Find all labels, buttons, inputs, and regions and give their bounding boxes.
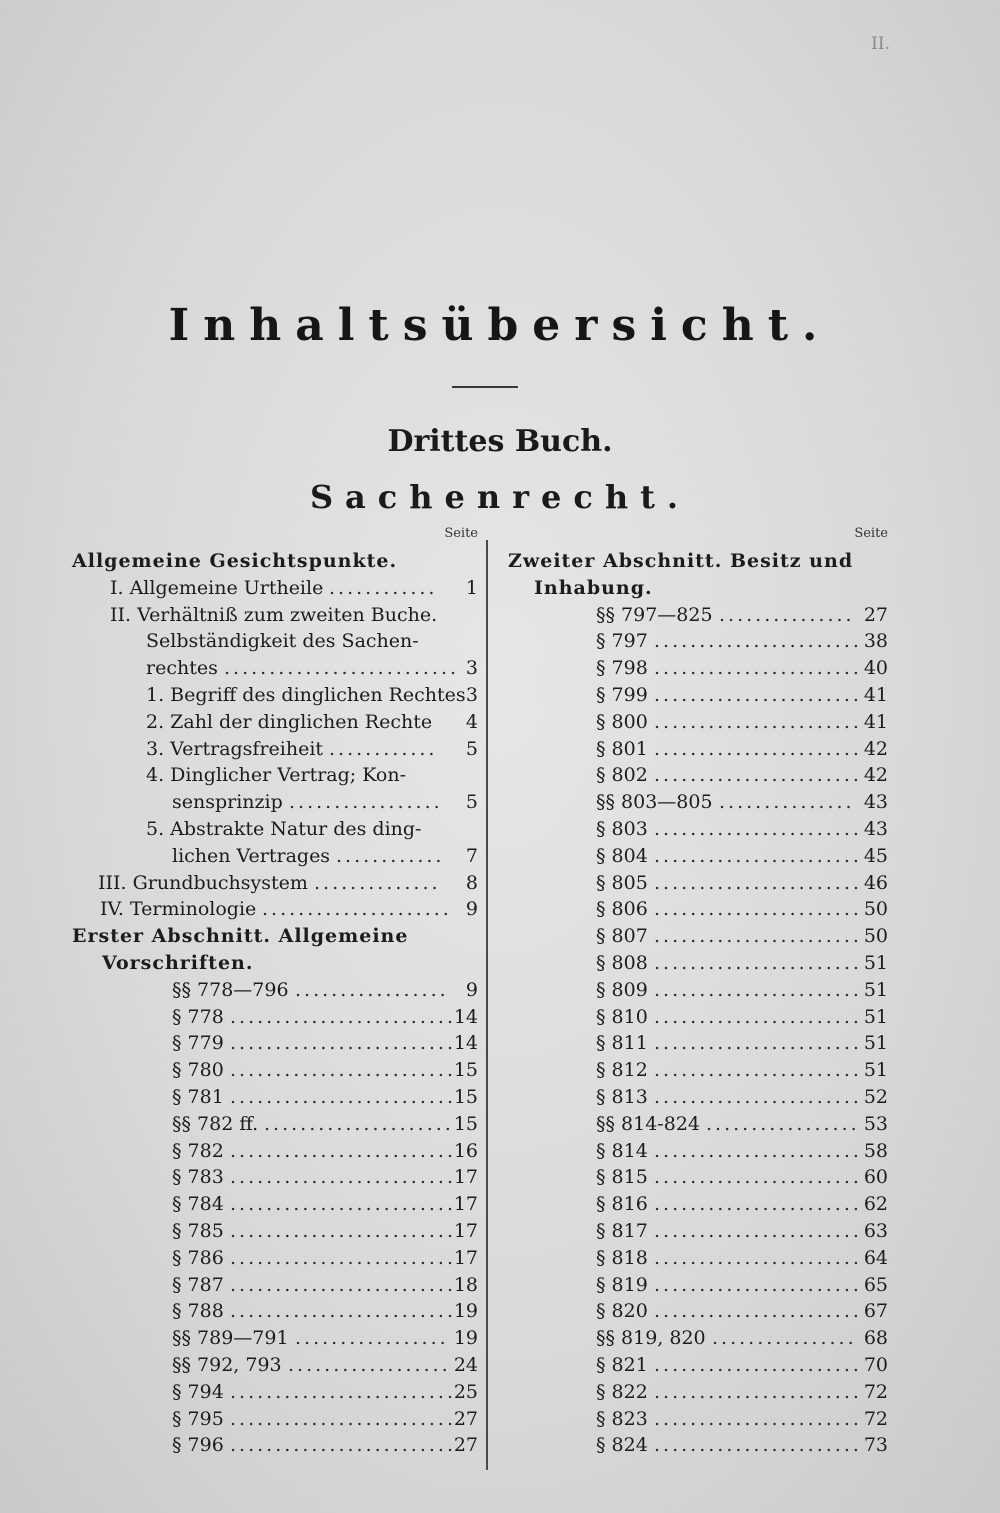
toc-entry: [72, 1352, 478, 1379]
dot-leader: .......................: [654, 657, 862, 680]
dot-leader: .......................: [654, 1166, 862, 1189]
toc-page-number: 50: [863, 925, 888, 948]
dot-leader: .........................: [230, 1059, 456, 1082]
toc-entry-label: § 811: [596, 1032, 648, 1055]
toc-entry-label: Selbständigkeit des Sachen-: [146, 630, 419, 653]
toc-page-number: 40: [863, 657, 888, 680]
toc-entry: [72, 896, 478, 923]
toc-entry-label: II. Verhältniß zum zweiten Buche.: [110, 603, 438, 626]
toc-entry-label: § 818: [596, 1246, 648, 1269]
toc-entry: [72, 1138, 478, 1165]
toc-entry-label: § 782: [172, 1139, 224, 1162]
subject-heading: Sachenrecht.: [309, 478, 691, 516]
toc-left-list: [72, 548, 478, 1459]
toc-entry: [508, 1325, 888, 1352]
toc-page-number: 15: [453, 1085, 478, 1108]
toc-entry: [72, 923, 478, 950]
toc-entry: [508, 923, 888, 950]
toc-page-number: 51: [863, 978, 888, 1001]
dot-leader: ...............: [719, 791, 855, 814]
toc-entry: [72, 1191, 478, 1218]
toc-entry: [72, 870, 478, 897]
toc-page-number: 50: [863, 898, 888, 921]
toc-entry: [72, 628, 478, 655]
toc-page-number: 18: [453, 1273, 478, 1296]
toc-entry: [72, 1298, 478, 1325]
toc-entry: [72, 762, 478, 789]
dot-leader: .......................: [654, 844, 862, 867]
dot-leader: .......................: [654, 817, 862, 840]
page-title: Inhaltsübersicht.: [168, 300, 832, 351]
toc-entry: [508, 816, 888, 843]
toc-page-number: 52: [863, 1085, 888, 1108]
dot-leader: .......................: [654, 1193, 862, 1216]
toc-page-number: 17: [453, 1246, 478, 1269]
toc-entry: [72, 1057, 478, 1084]
dot-leader: .....................: [264, 1112, 454, 1135]
toc-entry-label: § 801: [596, 737, 648, 760]
column-divider: [486, 540, 488, 1470]
toc-page-number: 60: [863, 1166, 888, 1189]
toc-entry-label: § 780: [172, 1059, 224, 1082]
toc-right-column: [508, 526, 888, 1459]
dot-leader: .......................: [654, 978, 862, 1001]
toc-page-number: 70: [863, 1353, 888, 1376]
toc-entry-label: § 814: [596, 1139, 648, 1162]
toc-entry: [508, 1272, 888, 1299]
toc-entry-label: § 805: [596, 871, 648, 894]
toc-entry-label: § 796: [172, 1434, 224, 1457]
toc-page-number: 68: [863, 1327, 888, 1350]
toc-entry-label: §§ 778—796: [172, 978, 289, 1001]
toc-page-number: 72: [863, 1407, 888, 1430]
toc-entry-label: 3. Vertragsfreiheit: [146, 737, 324, 760]
toc-entry: [72, 1406, 478, 1433]
page-column-header: Seite: [854, 526, 888, 541]
toc-entry: [508, 575, 888, 602]
toc-entry: [508, 762, 888, 789]
page-column-header: Seite: [444, 526, 478, 541]
dot-leader: .................: [295, 978, 449, 1001]
toc-entry-label: § 798: [596, 657, 648, 680]
toc-entry: [72, 655, 478, 682]
dot-leader: ............: [336, 844, 445, 867]
dot-leader: .........................: [230, 1166, 456, 1189]
dot-leader: .................: [706, 1112, 860, 1135]
dot-leader: .......................: [654, 1219, 862, 1242]
toc-entry-label: § 824: [596, 1434, 648, 1457]
title-rule: [452, 386, 518, 388]
toc-page-number: 58: [863, 1139, 888, 1162]
toc-entry: [508, 789, 888, 816]
toc-entry-label: § 821: [596, 1353, 648, 1376]
dot-leader: ...............: [719, 603, 855, 626]
dot-leader: .......................: [654, 1246, 862, 1269]
toc-page-number: 27: [863, 603, 888, 626]
toc-entry-label: § 786: [172, 1246, 224, 1269]
toc-entry-label: Zweiter Abschnitt. Besitz und: [508, 550, 854, 572]
dot-leader: .........................: [230, 1246, 456, 1269]
toc-entry-label: rechtes: [146, 657, 218, 680]
toc-entry: [72, 1111, 478, 1138]
dot-leader: .......................: [654, 898, 862, 921]
toc-page-number: 9: [465, 898, 478, 921]
toc-entry-label: III. Grundbuchsystem: [98, 871, 308, 894]
toc-entry: [508, 1379, 888, 1406]
toc-entry: [508, 1245, 888, 1272]
toc-entry: [72, 843, 478, 870]
toc-page-number: 7: [465, 844, 478, 867]
dot-leader: .......................: [654, 683, 862, 706]
toc-entry: [72, 1432, 478, 1459]
toc-entry: [508, 1057, 888, 1084]
toc-entry: [72, 1379, 478, 1406]
toc-entry-label: Vorschriften.: [102, 951, 254, 974]
toc-entry: [508, 602, 888, 629]
dot-leader: .....................: [262, 898, 452, 921]
toc-entry: [508, 709, 888, 736]
toc-entry-label: § 779: [172, 1032, 224, 1055]
dot-leader: .........................: [230, 1032, 456, 1055]
toc-entry-label: § 810: [596, 1005, 648, 1028]
toc-entry-label: § 809: [596, 978, 648, 1001]
dot-leader: .......................: [654, 1032, 862, 1055]
toc-entry-label: § 806: [596, 898, 648, 921]
toc-entry-label: § 813: [596, 1085, 648, 1108]
toc-entry: [508, 1218, 888, 1245]
toc-entry-label: Erster Abschnitt. Allgemeine: [72, 925, 409, 948]
toc-entry-label: §§ 782 ff.: [172, 1112, 259, 1135]
dot-leader: .......................: [654, 710, 862, 733]
toc-page-number: 41: [863, 683, 888, 706]
toc-entry: [508, 1298, 888, 1325]
toc-page-number: 72: [863, 1380, 888, 1403]
toc-page-number: 27: [453, 1434, 478, 1457]
toc-entry: [72, 1325, 478, 1352]
toc-entry-label: § 816: [596, 1193, 648, 1216]
toc-entry: [72, 548, 478, 575]
dot-leader: .........................: [230, 1005, 456, 1028]
toc-page-number: 38: [863, 630, 888, 653]
page-marker: II.: [871, 34, 890, 54]
dot-leader: .........................: [230, 1407, 456, 1430]
toc-entry: [508, 655, 888, 682]
toc-entry-label: § 807: [596, 925, 648, 948]
toc-page-number: 67: [863, 1300, 888, 1323]
toc-page-number: 43: [863, 817, 888, 840]
toc-entry-label: § 787: [172, 1273, 224, 1296]
toc-page-number: 62: [863, 1193, 888, 1216]
toc-entry: [508, 1084, 888, 1111]
dot-leader: .......................: [654, 951, 862, 974]
toc-page-number: 17: [453, 1193, 478, 1216]
toc-entry-label: § 794: [172, 1380, 224, 1403]
dot-leader: .......................: [654, 737, 862, 760]
toc-entry: [72, 816, 478, 843]
toc-entry: [508, 1004, 888, 1031]
toc-page-number: 51: [863, 951, 888, 974]
toc-entry-label: 4. Dinglicher Vertrag; Kon-: [146, 764, 407, 787]
dot-leader: ..................: [288, 1353, 451, 1376]
toc-entry-label: §§ 789—791: [172, 1327, 289, 1350]
dot-leader: .........................: [230, 1219, 456, 1242]
toc-page-number: 5: [465, 737, 478, 760]
toc-entry-label: § 820: [596, 1300, 648, 1323]
dot-leader: .........................: [230, 1193, 456, 1216]
toc-page-number: 3: [465, 683, 478, 706]
dot-leader: .......................: [654, 1380, 862, 1403]
toc-entry: [72, 1084, 478, 1111]
dot-leader: .........................: [230, 1380, 456, 1403]
toc-entry-label: § 784: [172, 1193, 224, 1216]
dot-leader: .........................: [230, 1085, 456, 1108]
toc-entry: [72, 1218, 478, 1245]
toc-page-number: 25: [453, 1380, 478, 1403]
toc-entry-label: 1. Begriff des dinglichen Rechtes: [146, 683, 466, 706]
toc-entry: [508, 1191, 888, 1218]
dot-leader: .................: [289, 791, 443, 814]
dot-leader: ............: [329, 737, 438, 760]
toc-entry: [72, 789, 478, 816]
toc-page-number: 53: [863, 1112, 888, 1135]
dot-leader: .........................: [230, 1300, 456, 1323]
toc-entry-label: Allgemeine Gesichtspunkte.: [72, 550, 398, 572]
toc-page-number: 19: [453, 1327, 478, 1350]
toc-entry: [72, 709, 478, 736]
toc-entry: [508, 896, 888, 923]
toc-entry: [508, 548, 888, 575]
toc-entry-label: § 778: [172, 1005, 224, 1028]
toc-page-number: 43: [863, 791, 888, 814]
toc-entry: [72, 1164, 478, 1191]
toc-entry: [508, 950, 888, 977]
toc-entry-label: § 822: [596, 1380, 648, 1403]
dot-leader: .......................: [654, 1005, 862, 1028]
dot-leader: .......................: [654, 1353, 862, 1376]
toc-entry: [72, 602, 478, 629]
toc-entry: [72, 736, 478, 763]
toc-entry-label: §§ 803—805: [596, 791, 713, 814]
toc-entry: [508, 682, 888, 709]
dot-leader: ..........................: [224, 657, 460, 680]
toc-entry-label: § 795: [172, 1407, 224, 1430]
dot-leader: ............: [329, 576, 438, 599]
toc-page-number: 16: [453, 1139, 478, 1162]
toc-entry-label: IV. Terminologie: [100, 898, 257, 921]
toc-entry: [508, 1432, 888, 1459]
toc-entry: [508, 1111, 888, 1138]
toc-right-list: [508, 548, 888, 1459]
toc-entry: [72, 1030, 478, 1057]
dot-leader: .......................: [654, 1085, 862, 1108]
dot-leader: .........................: [230, 1139, 456, 1162]
toc-page-number: 51: [863, 1005, 888, 1028]
toc-entry-label: § 802: [596, 764, 648, 787]
toc-entry-label: § 800: [596, 710, 648, 733]
toc-entry: [508, 628, 888, 655]
toc-entry: [508, 870, 888, 897]
toc-entry: [508, 1406, 888, 1433]
toc-page-number: 14: [453, 1032, 478, 1055]
toc-page-number: 15: [453, 1059, 478, 1082]
toc-entry-label: § 812: [596, 1059, 648, 1082]
dot-leader: .................: [295, 1327, 449, 1350]
toc-page-number: 8: [465, 871, 478, 894]
toc-page-number: 64: [863, 1246, 888, 1269]
toc-entry: [72, 1272, 478, 1299]
toc-entry-label: sensprinzip: [172, 791, 283, 814]
toc-page-number: 73: [863, 1434, 888, 1457]
toc-page-number: 46: [863, 871, 888, 894]
toc-entry-label: § 804: [596, 844, 648, 867]
toc-page-number: 51: [863, 1032, 888, 1055]
dot-leader: .........................: [230, 1434, 456, 1457]
toc-entry-label: §§ 819, 820: [596, 1327, 706, 1350]
toc-page-number: 9: [465, 978, 478, 1001]
dot-leader: .......................: [654, 1273, 862, 1296]
toc-entry-label: 5. Abstrakte Natur des ding-: [146, 817, 422, 840]
toc-page-number: 17: [453, 1219, 478, 1242]
toc-page-number: 14: [453, 1005, 478, 1028]
toc-entry: [508, 843, 888, 870]
toc-entry: [72, 1245, 478, 1272]
toc-entry-label: § 788: [172, 1300, 224, 1323]
toc-page-number: 19: [453, 1300, 478, 1323]
toc-page-number: 27: [453, 1407, 478, 1430]
book-heading: Drittes Buch.: [387, 424, 613, 459]
toc-entry-label: § 783: [172, 1166, 224, 1189]
toc-entry-label: § 803: [596, 817, 648, 840]
toc-entry: [72, 977, 478, 1004]
toc-entry: [508, 1164, 888, 1191]
toc-page-number: 24: [453, 1353, 478, 1376]
toc-entry: [72, 682, 478, 709]
dot-leader: .......................: [654, 764, 862, 787]
dot-leader: ..............: [314, 871, 441, 894]
toc-entry-label: Inhabung.: [534, 576, 653, 599]
toc-entry-label: §§ 814-824: [596, 1112, 700, 1135]
dot-leader: .......................: [654, 1139, 862, 1162]
toc-entry-label: § 815: [596, 1166, 648, 1189]
toc-page-number: 15: [453, 1112, 478, 1135]
toc-entry-label: § 781: [172, 1085, 224, 1108]
toc-page-number: 42: [863, 737, 888, 760]
toc-entry: [508, 1352, 888, 1379]
toc-entry: [72, 575, 478, 602]
toc-entry-label: §§ 792, 793: [172, 1353, 282, 1376]
dot-leader: .......................: [654, 1434, 862, 1457]
toc-page-number: 1: [465, 576, 478, 599]
toc-entry-label: § 808: [596, 951, 648, 974]
toc-entry: [72, 950, 478, 977]
dot-leader: .......................: [654, 871, 862, 894]
toc-page-number: 65: [863, 1273, 888, 1296]
toc-entry-label: lichen Vertrages: [172, 844, 331, 867]
dot-leader: .......................: [654, 1059, 862, 1082]
toc-entry-label: § 797: [596, 630, 648, 653]
toc-entry-label: I. Allgemeine Urtheile: [110, 576, 324, 599]
toc-page-number: 41: [863, 710, 888, 733]
dot-leader: .......................: [654, 630, 862, 653]
dot-leader: .......................: [654, 1407, 862, 1430]
toc-entry-label: § 823: [596, 1407, 648, 1430]
toc-left-column: [72, 526, 478, 1459]
toc-page-number: 63: [863, 1219, 888, 1242]
toc-entry-label: § 819: [596, 1273, 648, 1296]
dot-leader: .......................: [654, 1300, 862, 1323]
toc-page-number: 45: [863, 844, 888, 867]
toc-entry: [508, 736, 888, 763]
toc-page-number: 51: [863, 1059, 888, 1082]
dot-leader: .........................: [230, 1273, 456, 1296]
toc-entry: [508, 1030, 888, 1057]
toc-page-number: 42: [863, 764, 888, 787]
toc-entry-label: §§ 797—825: [596, 603, 713, 626]
toc-page-number: 3: [465, 657, 478, 680]
toc-page-number: 5: [465, 791, 478, 814]
dot-leader: .......................: [654, 925, 862, 948]
toc-entry-label: § 785: [172, 1219, 224, 1242]
toc-entry-label: § 817: [596, 1219, 648, 1242]
dot-leader: ................: [712, 1327, 857, 1350]
toc-entry-label: 2. Zahl der dinglichen Rechte: [146, 710, 433, 733]
toc-page-number: 17: [453, 1166, 478, 1189]
toc-entry: [508, 977, 888, 1004]
toc-entry-label: § 799: [596, 683, 648, 706]
toc-page-number: 4: [465, 710, 478, 733]
toc-entry: [72, 1004, 478, 1031]
toc-entry: [508, 1138, 888, 1165]
